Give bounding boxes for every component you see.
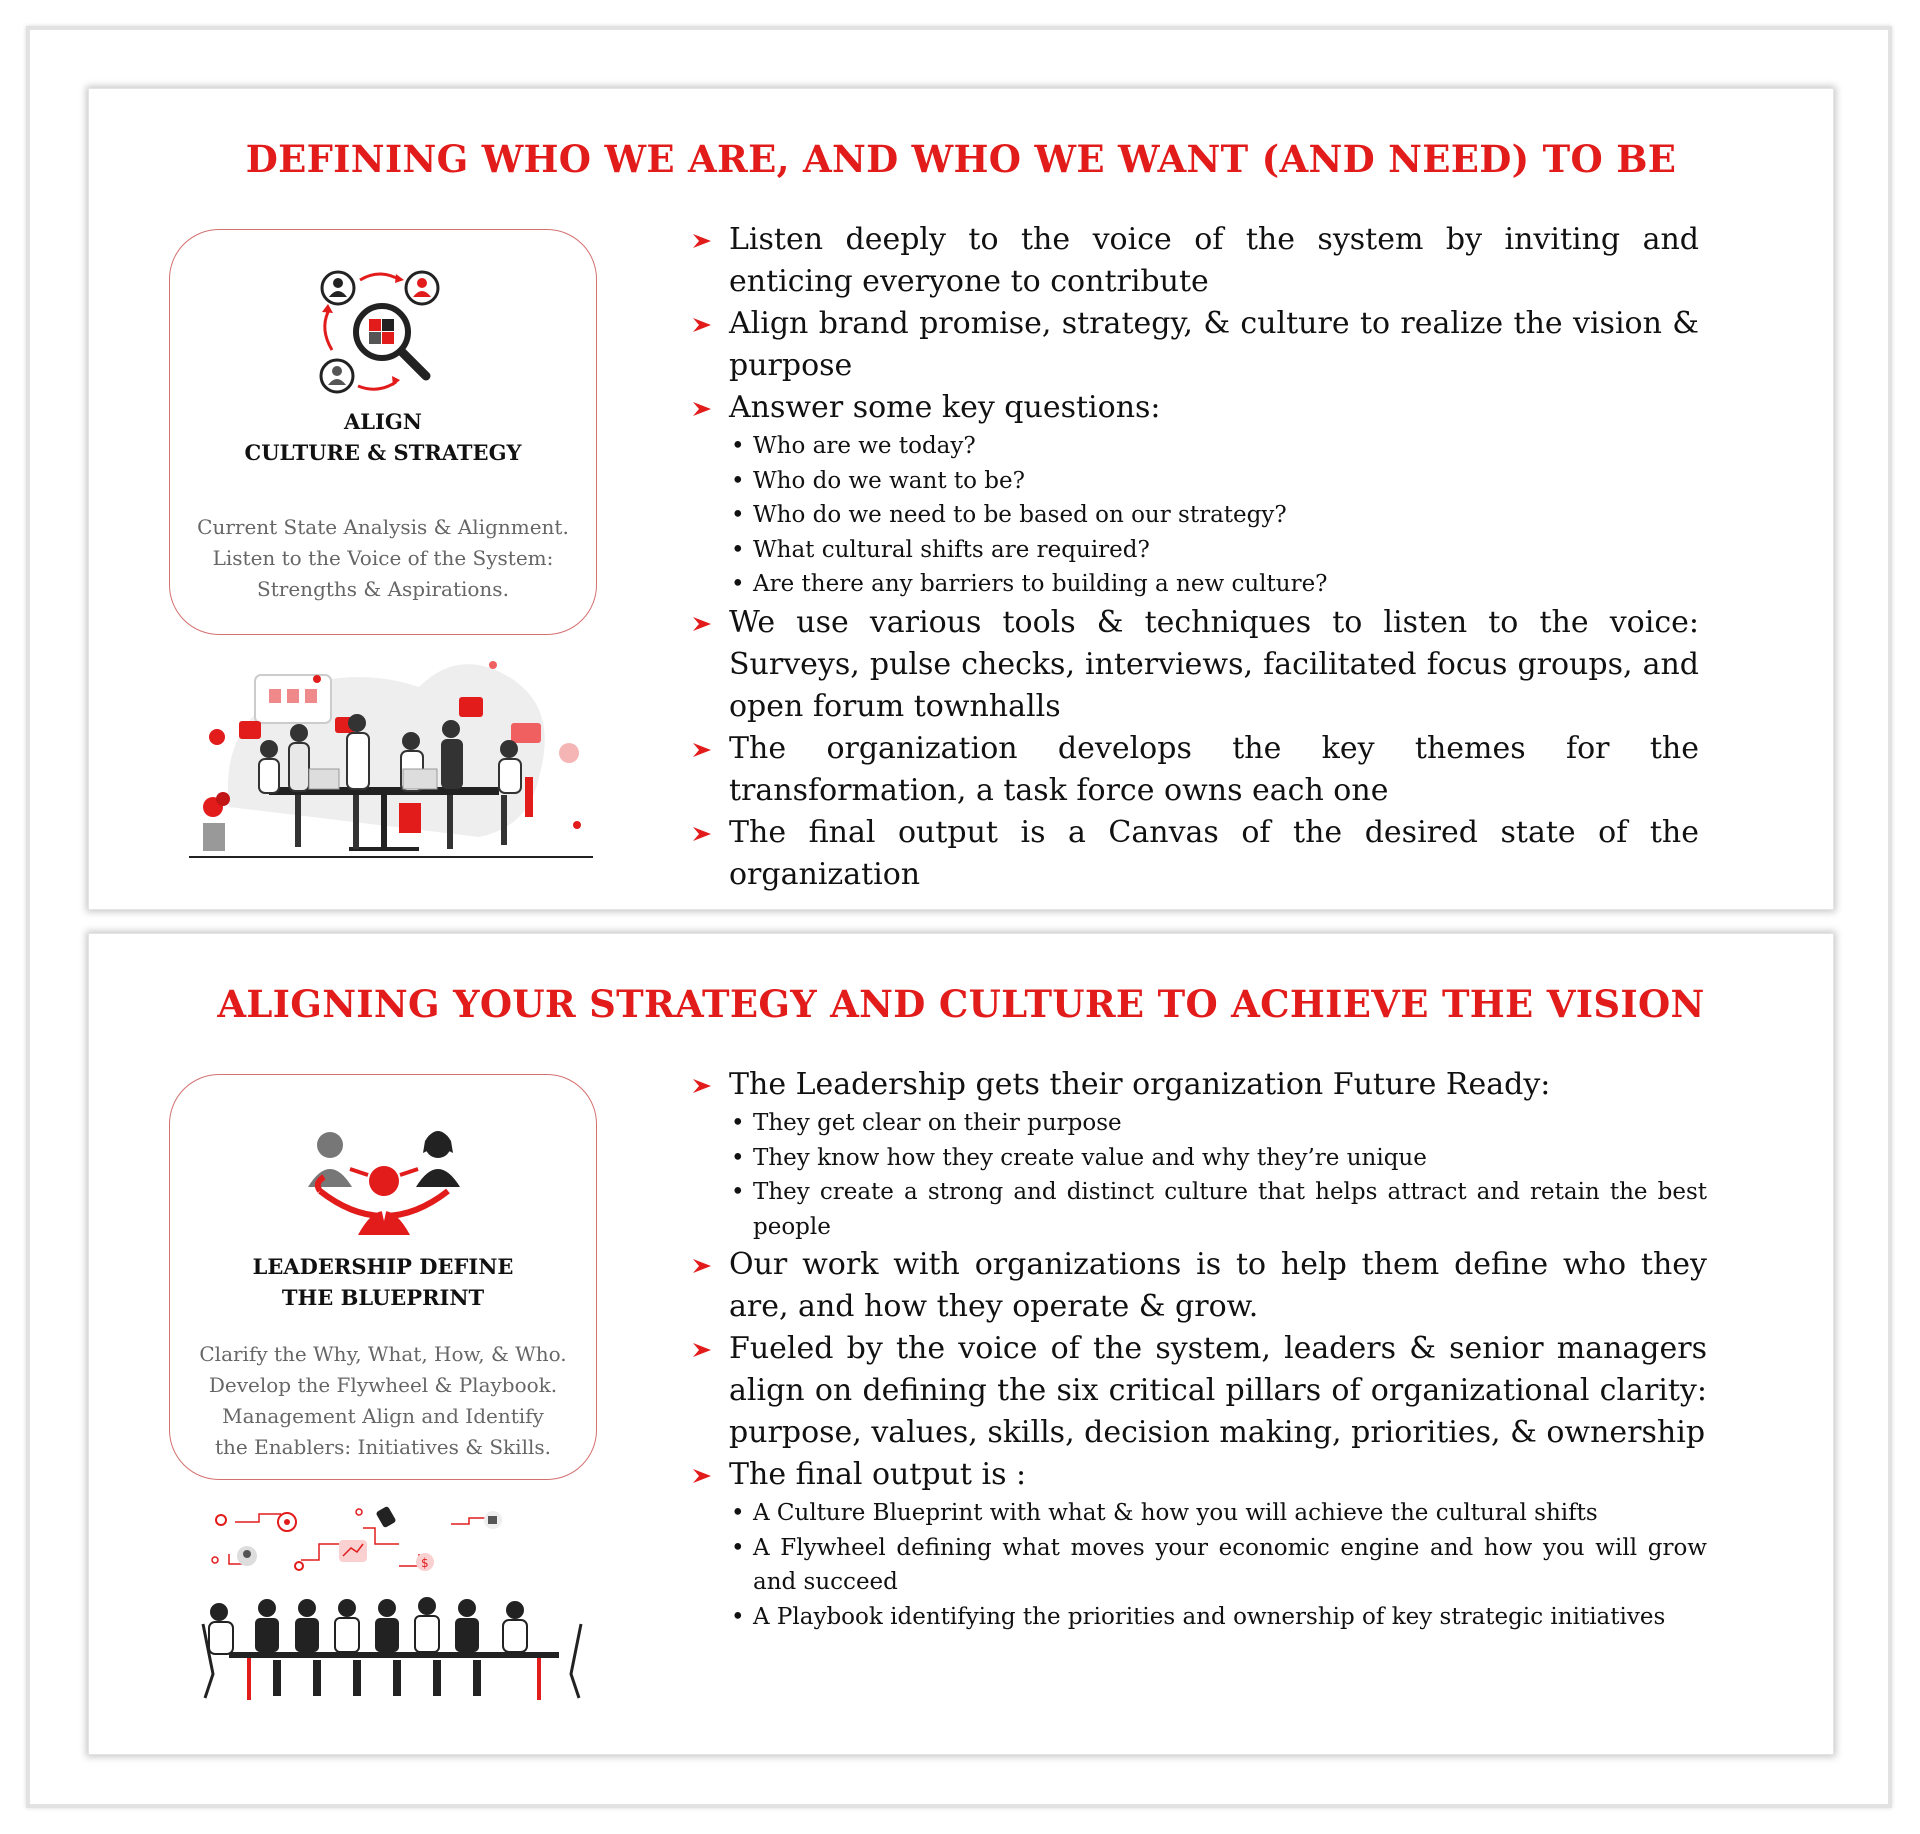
card-title-line: LEADERSHIP DEFINE [252,1254,514,1279]
bullet-item [691,602,1699,728]
card-desc-line: Management Align and Identify [222,1404,544,1428]
chevron-arrow-icon [691,1341,713,1359]
sub-bullet-item: • They get clear on their purpose [731,1110,1122,1136]
bullet-list [691,1064,1707,1634]
bullet-item [691,303,1699,387]
bullet-item [691,812,1699,896]
card-title-line: ALIGN [343,409,422,434]
card-desc-line: Develop the Flywheel & Playbook. [208,1373,558,1397]
sub-bullet-text: A Flywheel defining what moves your economic engine and how you will grow and succeed [753,1534,1707,1595]
sub-bullet-item: • They know how they create value and why they’re unique [731,1144,1427,1171]
chevron-arrow-icon [691,741,713,759]
leadership-team-icon [170,1111,598,1241]
info-card [169,229,597,635]
chevron-arrow-icon [691,400,713,418]
sub-bullet-list [729,1106,1707,1244]
panel-title: ALIGNING YOUR STRATEGY AND CULTURE TO ACHIEVE THE VISION [217,982,1705,1026]
bullet-item [691,219,1699,303]
sub-bullet-text: A Culture Blueprint with what & how you will achieve the cultural shifts [753,1500,1598,1526]
sub-bullet-item: • A Flywheel defining what moves your economic engine and how you will grow and succeed [731,1534,1707,1595]
svg-text:$: $ [421,1556,429,1570]
sub-bullet-text: Who do we want to be? [753,467,1025,494]
sub-bullet-text: What cultural shifts are required? [753,536,1150,563]
card-title-line: THE BLUEPRINT [281,1285,485,1310]
sub-bullet-list [729,429,1699,602]
chevron-arrow-icon [691,316,713,334]
sub-bullet-item: • What cultural shifts are required? [731,536,1150,563]
sub-bullet-item: • They create a strong and distinct culture that helps attract and retain the best people [731,1179,1707,1240]
bullet-text: The final output is a Canvas of the desired state of the organization [729,814,1699,892]
sub-bullet-text: Who do we need to be based on our strategy? [753,502,1287,528]
sub-bullet-text: Who are we today? [753,433,976,459]
chevron-arrow-icon [691,1077,713,1095]
card-desc-line: Listen to the Voice of the System: [212,546,554,570]
bullet-item [691,1328,1707,1454]
bullet-text: The final output is : [729,1457,1027,1492]
bullet-text: Listen deeply to the voice of the system by inviting and enticing everyone to contribute [729,222,1699,299]
card-desc-line: the Enablers: Initiatives & Skills. [215,1435,551,1459]
sub-bullet-text: They get clear on their purpose [753,1110,1122,1136]
sub-bullet-item: • A Culture Blueprint with what & how you will achieve the cultural shifts [731,1500,1598,1526]
chevron-arrow-icon [691,825,713,843]
card-desc-line: Current State Analysis & Alignment. [197,515,569,539]
card-desc-line: Strengths & Aspirations. [257,577,509,601]
sub-bullet-list [729,1496,1707,1634]
bullet-item [691,1064,1707,1106]
chevron-arrow-icon [691,1467,713,1485]
panel-leadership-blueprint [88,933,1834,1755]
team-meeting-illustration [189,657,593,863]
card-title-line: CULTURE & STRATEGY [244,440,522,465]
sub-bullet-item: • Are there any barriers to building a new culture? [731,571,1328,597]
bullet-text: The organization develops the key themes for the transformation, a task force owns each one [729,730,1699,808]
sub-bullet-text: A Playbook identifying the priorities and ownership of key strategic initiatives [753,1603,1666,1630]
chevron-arrow-icon [691,615,713,633]
sub-bullet-item: • Who do we want to be? [731,467,1025,494]
info-card [169,1074,597,1480]
card-title [170,406,596,468]
chevron-arrow-icon [691,232,713,250]
bullet-text: We use various tools & techniques to listen to the voice: Surveys, pulse checks, interviews, facilitated focus groups, and open forum townhalls [729,604,1699,724]
bullet-item [691,728,1699,812]
bullet-list [691,219,1699,896]
bullet-item [691,1454,1707,1496]
bullet-item [691,1244,1707,1328]
card-description [180,512,586,605]
card-desc-line: Clarify the Why, What, How, & Who. [199,1342,567,1366]
panel-title: DEFINING WHO WE ARE, AND WHO WE WANT (AND NEED) TO BE [245,137,1677,181]
search-people-icon [170,266,598,396]
bullet-text: Answer some key questions: [729,390,1161,425]
sub-bullet-item: • Who do we need to be based on our strategy? [731,502,1287,528]
bullet-text: Our work with organizations is to help them define who they are, and how they operate & grow. [729,1247,1707,1324]
card-title [170,1251,596,1313]
panel-align-culture [88,88,1834,910]
sub-bullet-text: Are there any barriers to building a new culture? [753,571,1328,597]
sub-bullet-text: They create a strong and distinct culture that helps attract and retain the best people [753,1179,1707,1240]
sub-bullet-text: They know how they create value and why they’re unique [753,1144,1427,1171]
sub-bullet-item: • Who are we today? [731,433,976,459]
chevron-arrow-icon [691,1257,713,1275]
bullet-text: Fueled by the voice of the system, leaders & senior managers align on defining the six critical pillars of organizational clarity: purpose, values, skills, decision making, priorities, & ownership [729,1331,1707,1450]
card-description [180,1339,586,1463]
bullet-text: The Leadership gets their organization Future Ready: [729,1067,1551,1102]
bullet-item [691,387,1699,429]
sub-bullet-item: • A Playbook identifying the priorities and ownership of key strategic initiatives [731,1603,1666,1630]
bullet-text: Align brand promise, strategy, & culture to realize the vision & purpose [729,306,1699,383]
boardroom-meeting-illustration [189,1504,593,1710]
